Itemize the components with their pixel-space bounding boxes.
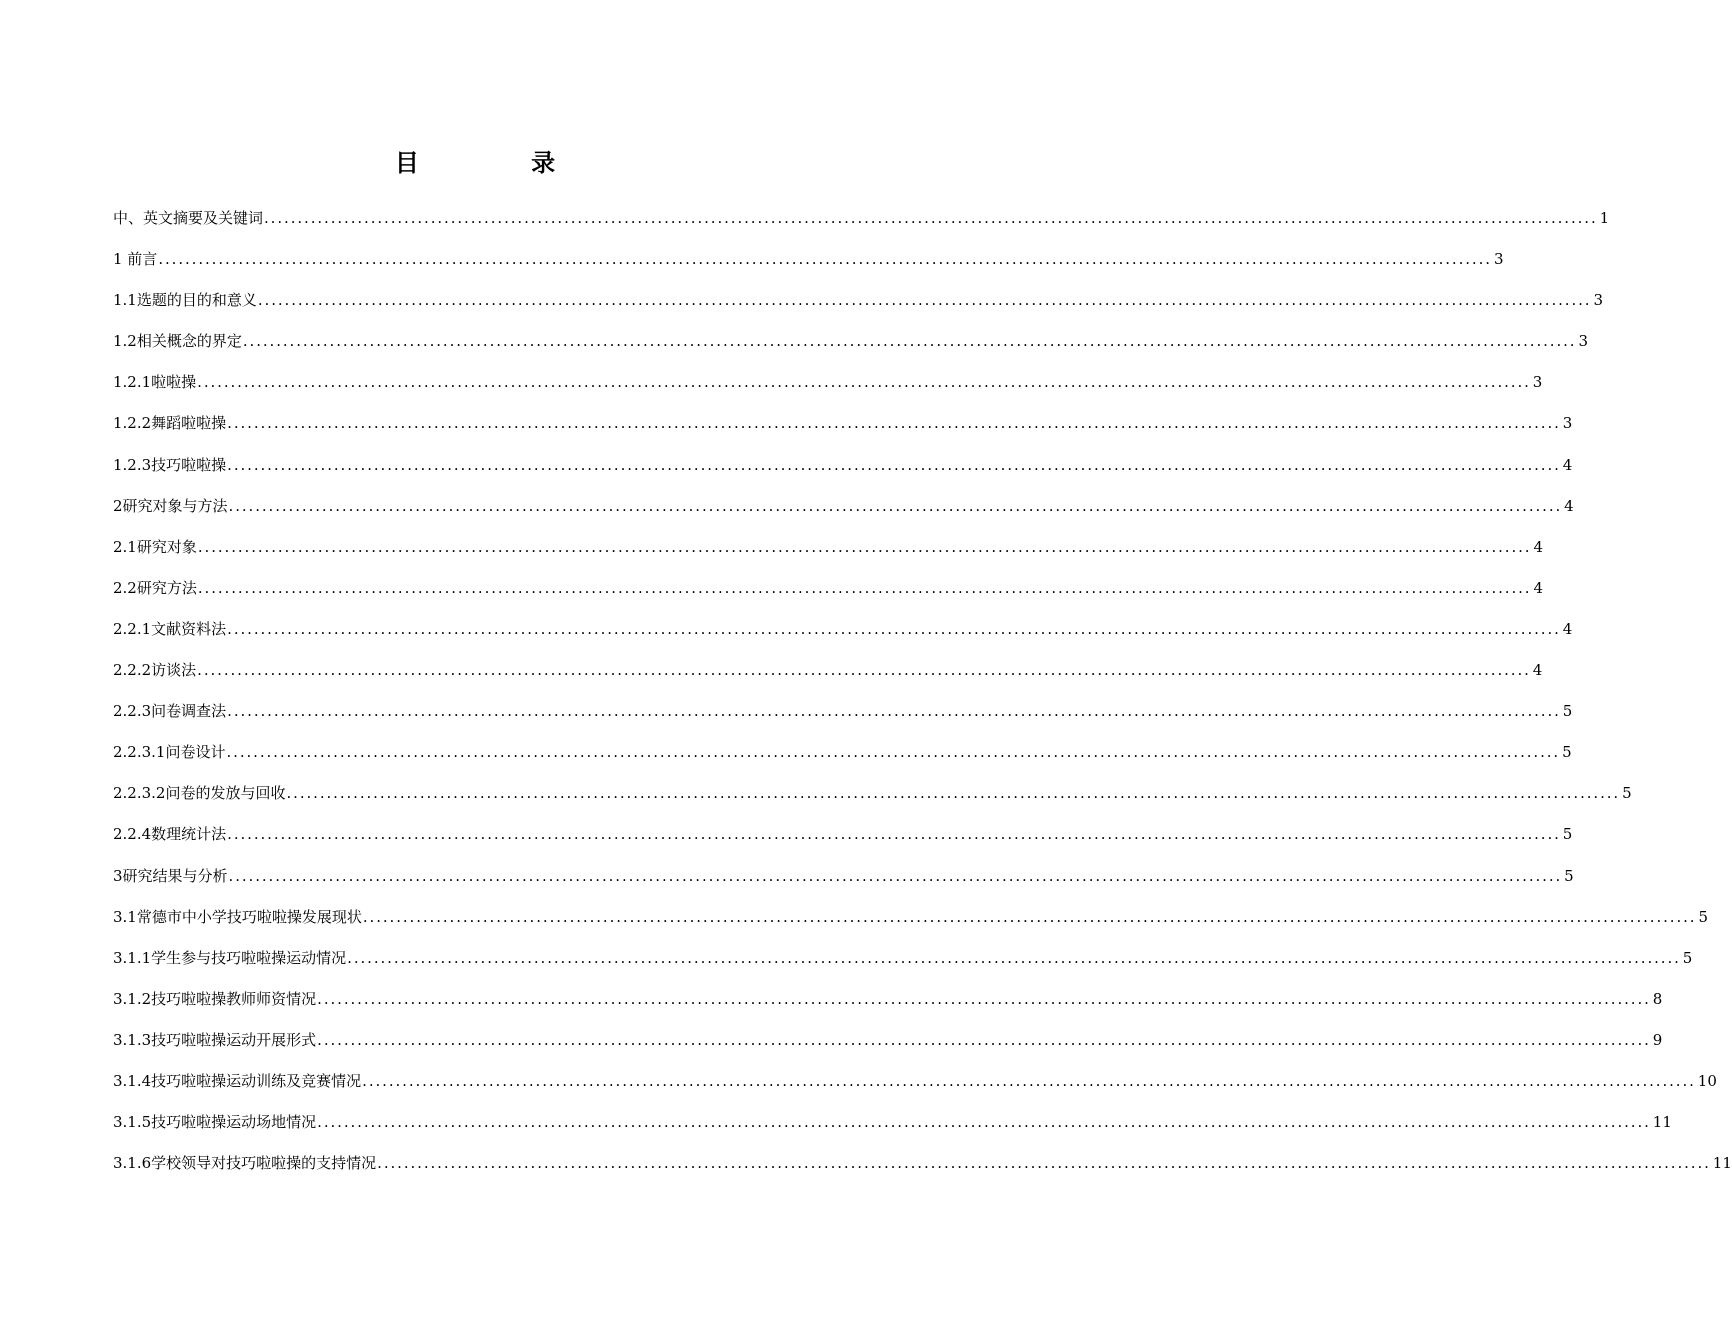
toc-entry-page-number: 5 <box>1682 948 1693 967</box>
toc-title: 目 录 <box>394 149 608 177</box>
toc-entry-page-number: 4 <box>1564 496 1574 515</box>
toc-entry-page-number: 4 <box>1562 455 1573 474</box>
toc-entry-label: 1.2相关概念的界定 <box>113 332 242 351</box>
toc-entry-label: 3.1.3技巧啦啦操运动开展形式 <box>113 1030 317 1049</box>
toc-entry-page-number: 3 <box>1593 291 1604 310</box>
toc-entry-page-number: 4 <box>1532 661 1543 680</box>
toc-entry-page-number: 8 <box>1652 989 1663 1008</box>
toc-dot-leader: ........................................................................................................................................................................................................ <box>227 825 1561 844</box>
toc-dot-leader: ........................................................................................................................................................................................................ <box>226 743 1561 762</box>
toc-entry-page-number: 4 <box>1562 619 1573 638</box>
toc-dot-leader: ........................................................................................................................................................................................................ <box>362 1071 1696 1090</box>
toc-dot-leader: ........................................................................................................................................................................................................ <box>242 332 1577 351</box>
toc-entry[interactable] <box>113 241 1504 282</box>
toc-entry-page-number: 5 <box>1622 784 1632 803</box>
toc-entry-label: 2.2.1文献资料法 <box>113 619 227 638</box>
toc-dot-leader: ........................................................................................................................................................................................................ <box>227 702 1561 721</box>
toc-entry-page-number: 10 <box>1697 1071 1717 1090</box>
toc-dot-leader: ........................................................................................................................................................................................................ <box>264 209 1598 227</box>
toc-dot-leader: ........................................................................................................................................................................................................ <box>197 373 1531 392</box>
toc-entry-page-number: 11 <box>1712 1154 1732 1173</box>
toc-entry-label: 2.2.3问卷调查法 <box>113 702 227 721</box>
toc-entry[interactable] <box>113 364 1543 405</box>
toc-entry[interactable] <box>113 816 1573 857</box>
toc-entry[interactable] <box>113 488 1574 529</box>
toc-entry-page-number: 5 <box>1698 907 1709 926</box>
toc-entry-label: 2研究对象与方法 <box>113 496 228 515</box>
toc-entry[interactable] <box>113 734 1572 775</box>
toc-dot-leader: ........................................................................................................................................................................................................ <box>228 496 1563 515</box>
toc-entry-page-number: 5 <box>1562 743 1572 762</box>
toc-entry-label: 2.2.3.2问卷的发放与回收 <box>113 784 286 803</box>
toc-dot-leader: ........................................................................................................................................................................................................ <box>317 1113 1651 1132</box>
toc-dot-leader: ........................................................................................................................................................................................................ <box>317 989 1651 1008</box>
toc-dot-leader: ........................................................................................................................................................................................................ <box>197 578 1532 597</box>
toc-dot-leader: ........................................................................................................................................................................................................ <box>257 291 1592 310</box>
toc-dot-leader: ........................................................................................................................................................................................................ <box>197 661 1531 680</box>
toc-entry-label: 3研究结果与分析 <box>113 866 228 885</box>
toc-dot-leader: ........................................................................................................................................................................................................ <box>197 537 1532 556</box>
toc-entry-page-number: 4 <box>1533 578 1544 597</box>
toc-entry-label: 2.2.2访谈法 <box>113 661 197 680</box>
toc-entry-page-number: 5 <box>1562 825 1573 844</box>
toc-entry-label: 3.1常德市中小学技巧啦啦操发展现状 <box>113 907 362 926</box>
toc-entry-label: 中、英文摘要及关键词 <box>113 209 264 227</box>
toc-entry-label: 3.1.2技巧啦啦操教师师资情况 <box>113 989 317 1008</box>
toc-dot-leader: ........................................................................................................................................................................................................ <box>228 866 1563 885</box>
toc-entry[interactable] <box>113 570 1544 611</box>
toc-entry[interactable] <box>113 447 1573 488</box>
toc-dot-leader: ........................................................................................................................................................................................................ <box>347 948 1681 967</box>
toc-entry[interactable] <box>113 940 1693 981</box>
toc-entry[interactable] <box>113 775 1632 816</box>
toc-entry-label: 2.2研究方法 <box>113 578 197 597</box>
toc-entry-label: 2.1研究对象 <box>113 537 197 556</box>
toc-entry[interactable] <box>113 282 1604 323</box>
toc-entry-page-number: 3 <box>1578 332 1589 351</box>
toc-entry-label: 2.2.3.1问卷设计 <box>113 743 226 762</box>
toc-entry-label: 3.1.1学生参与技巧啦啦操运动情况 <box>113 948 347 967</box>
toc-entry-page-number: 11 <box>1652 1113 1672 1132</box>
toc-entry-label: 1.2.3技巧啦啦操 <box>113 455 227 474</box>
toc-entry[interactable] <box>113 1022 1663 1063</box>
toc-dot-leader: ........................................................................................................................................................................................................ <box>377 1154 1711 1173</box>
toc-entry-page-number: 4 <box>1533 537 1544 556</box>
toc-dot-leader: ........................................................................................................................................................................................................ <box>158 250 1492 269</box>
toc-entry[interactable] <box>113 529 1544 570</box>
toc-entry[interactable] <box>113 1063 1717 1104</box>
toc-dot-leader: ........................................................................................................................................................................................................ <box>227 619 1561 638</box>
toc-entry-page-number: 5 <box>1564 866 1574 885</box>
toc-entry-label: 3.1.6学校领导对技巧啦啦操的支持情况 <box>113 1154 377 1173</box>
toc-entry[interactable] <box>113 981 1663 1022</box>
toc-entry-page-number: 5 <box>1562 702 1573 721</box>
toc-dot-leader: ........................................................................................................................................................................................................ <box>227 455 1561 474</box>
toc-entry[interactable] <box>113 1145 1732 1186</box>
toc-entry[interactable] <box>113 693 1573 734</box>
toc-entry-page-number: 3 <box>1562 414 1573 433</box>
toc-dot-leader: ........................................................................................................................................................................................................ <box>362 907 1697 926</box>
toc-entry[interactable] <box>113 652 1543 693</box>
toc-entry-label: 1.2.1啦啦操 <box>113 373 197 392</box>
toc-dot-leader: ........................................................................................................................................................................................................ <box>227 414 1561 433</box>
toc-entry-label: 3.1.4技巧啦啦操运动训练及竞赛情况 <box>113 1071 362 1090</box>
toc-entry-page-number: 3 <box>1532 373 1543 392</box>
toc-entry-label: 1.2.2舞蹈啦啦操 <box>113 414 227 433</box>
toc-entry-label: 1.1选题的目的和意义 <box>113 291 257 310</box>
toc-dot-leader: ........................................................................................................................................................................................................ <box>317 1030 1651 1049</box>
toc-entry-page-number: 1 <box>1599 209 1610 227</box>
toc-entry-page-number: 3 <box>1493 250 1504 269</box>
toc-entry-label: 2.2.4数理统计法 <box>113 825 227 844</box>
toc-entry[interactable] <box>113 899 1709 940</box>
toc-entry[interactable] <box>113 323 1589 364</box>
toc-entry[interactable] <box>113 405 1573 446</box>
toc-entry-label: 3.1.5技巧啦啦操运动场地情况 <box>113 1113 317 1132</box>
toc-list <box>113 200 1732 1186</box>
toc-dot-leader: ........................................................................................................................................................................................................ <box>286 784 1621 803</box>
toc-entry[interactable] <box>113 200 1610 241</box>
toc-entry[interactable] <box>113 1104 1672 1145</box>
toc-entry-label: 1 前言 <box>113 250 158 269</box>
toc-entry[interactable] <box>113 611 1573 652</box>
toc-entry-page-number: 9 <box>1652 1030 1663 1049</box>
toc-entry[interactable] <box>113 858 1574 899</box>
